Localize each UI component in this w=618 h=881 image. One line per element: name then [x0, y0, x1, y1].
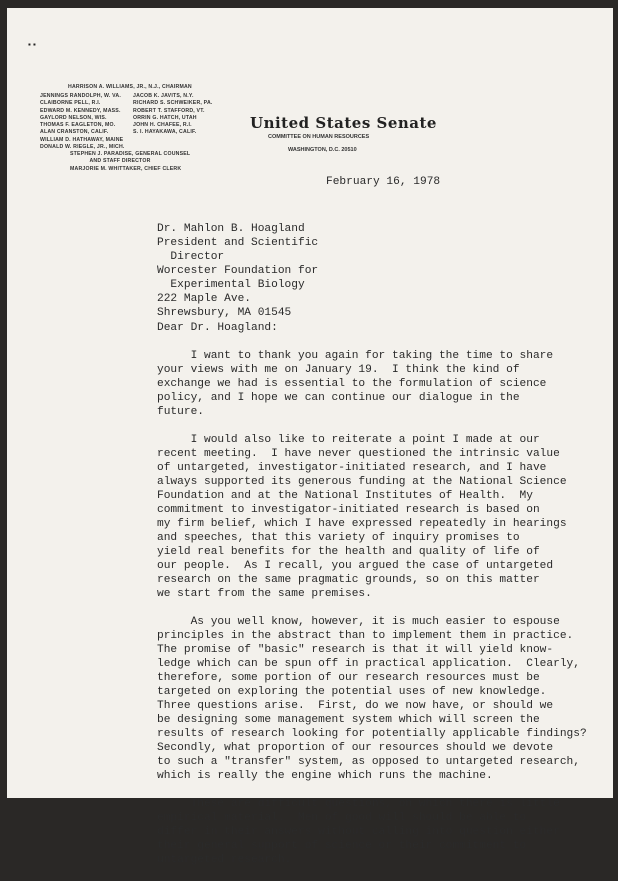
text-line: results of research looking for potentially applicable findings? — [157, 728, 587, 740]
text-line: your views with me on January 19. I think the kind of — [157, 364, 520, 376]
text-line: Three questions arise. First, do we now have, or should we — [157, 700, 554, 712]
staff-line: STEPHEN J. PARADISE, GENERAL COUNSEL — [70, 151, 191, 157]
text-line: I want to thank you again for taking the time to share — [157, 350, 554, 362]
text-line: always supported its generous funding at the National Science — [157, 476, 567, 488]
text-line: therefore, some portion of our research resources must be — [157, 672, 540, 684]
text-line: be designing some management system which will screen the — [157, 714, 540, 726]
member-name: GAYLORD NELSON, WIS. — [40, 114, 107, 121]
member-name: THOMAS F. EAGLETON, MO. — [40, 122, 116, 129]
members-left — [40, 93, 125, 151]
text-line: exchange we had is essential to the formulation of science — [157, 378, 547, 390]
chairman: HARRISON A. WILLIAMS, JR., N.J., CHAIRMAN — [68, 84, 192, 90]
letter-date: February 16, 1978 — [326, 176, 441, 188]
text-line: These are difficult questions, on which there is little — [157, 798, 560, 810]
text-line: our people. As I recall, you argued the case of untargeted — [157, 560, 554, 572]
member-name: JOHN H. CHAFEE, R.I. — [133, 122, 192, 129]
member-name: ALAN CRANSTON, CALIF. — [40, 129, 109, 136]
text-line: I would also like to reiterate a point I made at our — [157, 434, 540, 446]
members-right — [133, 93, 213, 137]
salutation: Dear Dr. Hoagland: — [157, 322, 278, 334]
text-line: differ in their answers without calling into question either — [157, 826, 560, 838]
address-line: Worcester Foundation for — [157, 265, 319, 277]
member-name: S. I. HAYAKAWA, CALIF. — [133, 129, 197, 136]
address-line: Shrewsbury, MA 01545 — [157, 307, 292, 319]
paragraph — [157, 349, 587, 419]
text-line: we start from the same premises. — [157, 588, 372, 600]
member-name: JENNINGS RANDOLPH, W. VA. — [40, 93, 121, 99]
text-line: Foundation and at the National Institutes of Health. My — [157, 490, 533, 502]
text-line: commitment to investigator-initiated research is based on — [157, 504, 540, 516]
text-line: untargeted research. — [157, 854, 292, 866]
address-line: Director — [157, 251, 225, 263]
member-name: ORRIN G. HATCH, UTAH — [133, 114, 197, 121]
text-line: targeted on exploring the potential uses of new knowledge. — [157, 686, 547, 698]
text-line: to such a "transfer" system, as opposed to untargeted research, — [157, 756, 580, 768]
address-line: 222 Maple Ave. — [157, 293, 251, 305]
member-name: JACOB K. JAVITS, N.Y. — [133, 93, 194, 99]
text-line: recent meeting. I have never questioned the intrinsic value — [157, 448, 560, 460]
member-name: WILLIAM D. HATHAWAY, MAINE — [40, 136, 124, 143]
address-line: Experimental Biology — [157, 279, 305, 291]
paragraph — [157, 615, 587, 783]
text-line: empirical material. Men of good will should be able to — [157, 812, 527, 824]
text-line: principles in the abstract than to implement them in practice. — [157, 630, 574, 642]
text-line: my firm belief, which I have expressed repeatedly in hearings — [157, 518, 567, 530]
senate-title: United States Senate — [250, 114, 437, 132]
committee-name: COMMITTEE ON HUMAN RESOURCES — [268, 134, 370, 140]
text-line: ledge which can be spun off in practical application. Clearly, — [157, 658, 580, 670]
address-line: President and Scientific — [157, 237, 319, 249]
member-name: ROBERT T. STAFFORD, VT. — [133, 107, 205, 114]
stray-mark: ▪ ▪ — [28, 40, 36, 49]
member-name: DONALD W. RIEGLE, JR., MICH. — [40, 144, 125, 151]
committee-address: WASHINGTON, D.C. 20510 — [288, 147, 357, 153]
text-line: of untargeted, investigator-initiated research, and I have — [157, 462, 547, 474]
staff — [70, 151, 191, 173]
recipient-address — [157, 222, 318, 320]
text-line: and speeches, that this variety of inquiry promises to — [157, 532, 520, 544]
staff-line: AND STAFF DIRECTOR — [89, 158, 151, 165]
text-line: their general support of science or their commitment to — [157, 840, 527, 852]
paragraph — [157, 433, 587, 601]
text-line: As you well know, however, it is much easier to espouse — [157, 616, 560, 628]
text-line: yield real benefits for the health and quality of life of — [157, 546, 540, 558]
member-name: CLAIBORNE PELL, R.I. — [40, 100, 101, 107]
member-name: EDWARD M. KENNEDY, MASS. — [40, 107, 121, 114]
text-line: research on the same pragmatic grounds, so on this matter — [157, 574, 540, 586]
text-line: which is really the engine which runs the machine. — [157, 770, 493, 782]
text-line: future. — [157, 406, 204, 418]
paragraph — [157, 797, 587, 867]
staff-line: MARJORIE M. WHITTAKER, CHIEF CLERK — [70, 165, 182, 172]
text-line: Secondly, what proportion of our resources should we devote — [157, 742, 554, 754]
text-line: The promise of "basic" research is that it will yield know- — [157, 644, 554, 656]
member-name: RICHARD S. SCHWEIKER, PA. — [133, 100, 213, 107]
text-line: policy, and I hope we can continue our dialogue in the — [157, 392, 520, 404]
letter-body — [157, 349, 587, 881]
address-line: Dr. Mahlon B. Hoagland — [157, 223, 305, 235]
